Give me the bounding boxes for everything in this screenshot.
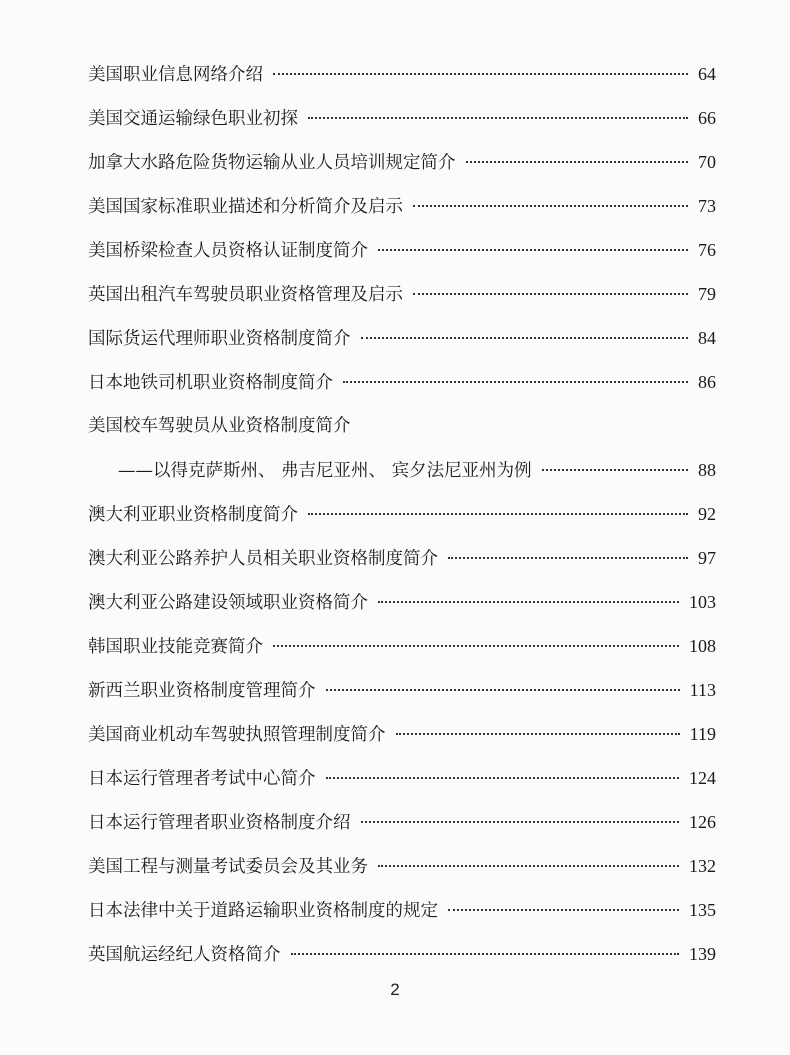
toc-entry[interactable] (88, 536, 716, 580)
toc-entry-page: 135 (689, 900, 716, 920)
toc-entry-page: 108 (689, 636, 716, 656)
toc-entry-title: 美国职业信息网络介绍 (88, 65, 263, 85)
toc-entry-page: 132 (689, 856, 716, 876)
toc-entry[interactable] (88, 184, 716, 228)
toc-entry-title: 澳大利亚公路养护人员相关职业资格制度简介 (88, 549, 438, 569)
page-number: 2 (390, 980, 400, 999)
toc-entry-title: 美国商业机动车驾驶执照管理制度简介 (88, 725, 386, 745)
toc-entry-page: 66 (698, 108, 716, 128)
table-of-contents (88, 52, 716, 976)
toc-entry-title: 澳大利亚公路建设领域职业资格简介 (88, 593, 368, 613)
toc-entry-title: 国际货运代理师职业资格制度简介 (88, 329, 351, 349)
dot-leader (542, 469, 688, 471)
dot-leader (466, 161, 689, 163)
toc-entry[interactable] (88, 52, 716, 96)
dot-leader (308, 117, 688, 119)
toc-entry-page: 92 (698, 504, 716, 524)
toc-entry-title: ——以得克萨斯州、 弗吉尼亚州、 宾夕法尼亚州为例 (118, 461, 532, 481)
toc-entry-title: 英国出租汽车驾驶员职业资格管理及启示 (88, 285, 403, 305)
toc-entry-page: 113 (689, 680, 716, 700)
toc-entry-title: 美国交通运输绿色职业初探 (88, 109, 298, 129)
toc-entry[interactable] (88, 888, 716, 932)
toc-entry[interactable] (88, 404, 716, 448)
toc-entry-page: 139 (689, 944, 716, 964)
toc-entry-title: 美国桥梁检查人员资格认证制度简介 (88, 241, 368, 261)
toc-entry-page: 103 (689, 592, 716, 612)
toc-entry[interactable] (88, 360, 716, 404)
dot-leader (396, 733, 680, 735)
dot-leader (326, 689, 680, 691)
dot-leader (326, 777, 680, 779)
toc-entry-page: 119 (689, 724, 716, 744)
dot-leader (448, 909, 679, 911)
toc-entry[interactable] (88, 668, 716, 712)
toc-entry[interactable] (88, 624, 716, 668)
toc-entry-title: 日本运行管理者职业资格制度介绍 (88, 813, 351, 833)
toc-entry-page: 70 (698, 152, 716, 172)
toc-entry-page: 84 (698, 328, 716, 348)
toc-entry-title: 韩国职业技能竞赛简介 (88, 637, 263, 657)
toc-entry[interactable] (88, 316, 716, 360)
toc-entry-title: 澳大利亚职业资格制度简介 (88, 505, 298, 525)
toc-entry[interactable] (88, 844, 716, 888)
dot-leader (361, 821, 680, 823)
toc-entry[interactable] (88, 800, 716, 844)
dot-leader (378, 601, 679, 603)
toc-entry[interactable] (88, 756, 716, 800)
dot-leader (308, 513, 688, 515)
dot-leader (343, 381, 688, 383)
toc-entry-page: 124 (689, 768, 716, 788)
toc-entry-page: 86 (698, 372, 716, 392)
toc-entry[interactable] (88, 492, 716, 536)
toc-entry[interactable] (88, 580, 716, 624)
toc-entry-page: 76 (698, 240, 716, 260)
toc-entry-title: 日本法律中关于道路运输职业资格制度的规定 (88, 901, 438, 921)
toc-entry-page: 73 (698, 196, 716, 216)
dot-leader (273, 73, 688, 75)
toc-entry-title: 日本运行管理者考试中心简介 (88, 769, 316, 789)
toc-entry[interactable] (88, 228, 716, 272)
toc-entry[interactable] (88, 96, 716, 140)
toc-entry-page: 88 (698, 460, 716, 480)
toc-entry-title: 英国航运经纪人资格简介 (88, 945, 281, 965)
dot-leader (273, 645, 679, 647)
toc-entry-title: 新西兰职业资格制度管理简介 (88, 681, 316, 701)
toc-entry-page: 97 (698, 548, 716, 568)
toc-entry[interactable] (88, 932, 716, 976)
dot-leader (291, 953, 680, 955)
toc-entry-title: 美国国家标准职业描述和分析简介及启示 (88, 197, 403, 217)
toc-entry-title: 加拿大水路危险货物运输从业人员培训规定简介 (88, 153, 456, 173)
toc-entry-title: 美国校车驾驶员从业资格制度简介 (88, 416, 351, 436)
dot-leader (378, 865, 679, 867)
dot-leader (361, 337, 689, 339)
toc-entry-title: 美国工程与测量考试委员会及其业务 (88, 857, 368, 877)
toc-entry-page: 126 (689, 812, 716, 832)
toc-entry[interactable] (88, 272, 716, 316)
dot-leader (448, 557, 688, 559)
toc-entry-title: 日本地铁司机职业资格制度简介 (88, 373, 333, 393)
toc-entry-page: 64 (698, 64, 716, 84)
dot-leader (378, 249, 688, 251)
toc-entry-subtitle[interactable] (88, 448, 716, 492)
dot-leader (413, 293, 688, 295)
toc-entry[interactable] (88, 140, 716, 184)
toc-entry-page: 79 (698, 284, 716, 304)
dot-leader (413, 205, 688, 207)
toc-entry[interactable] (88, 712, 716, 756)
